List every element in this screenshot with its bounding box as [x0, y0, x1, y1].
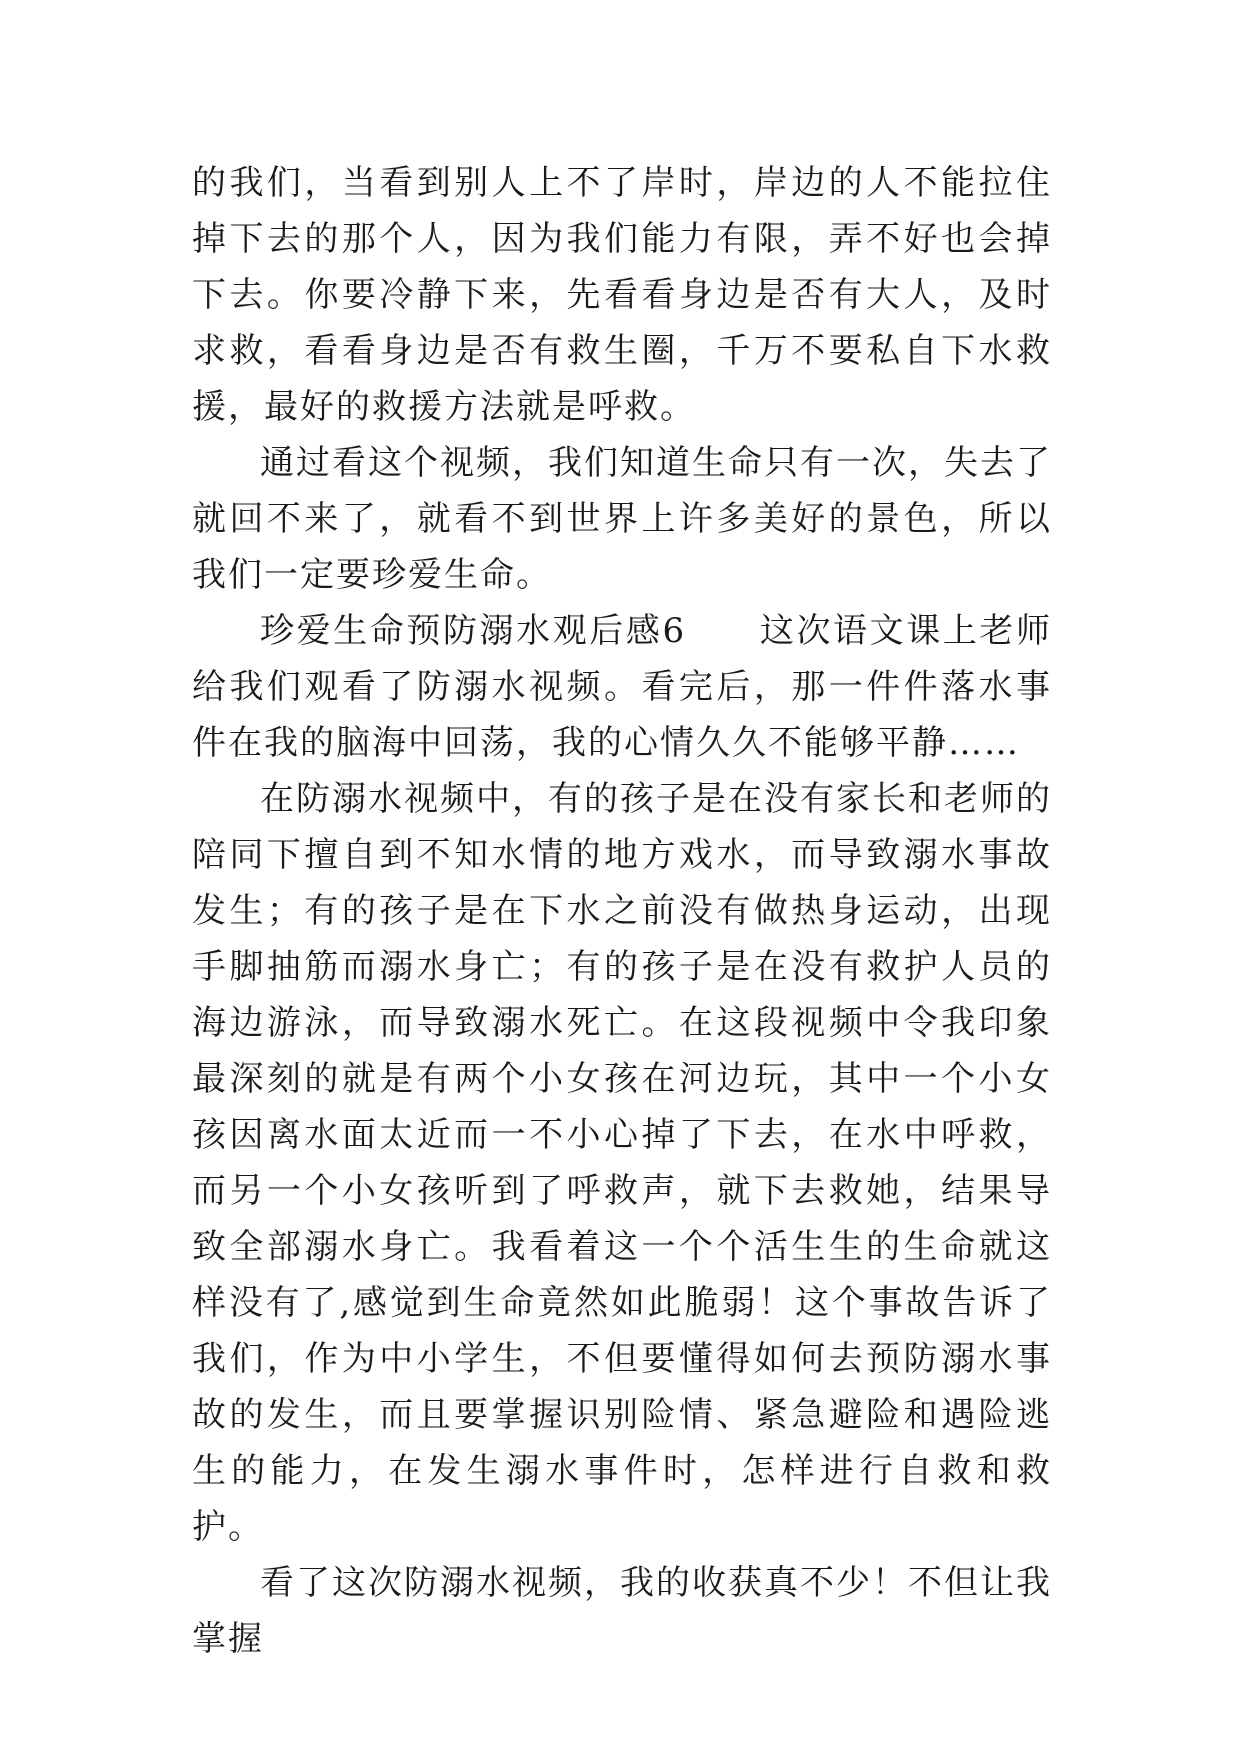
paragraph-video-cases: 在防溺水视频中，有的孩子是在没有家长和老师的陪同下擅自到不知水情的地方戏水，而导致溺水事故发生；有的孩子是在下水之前没有做热身运动，出现手脚抽筋而溺水身亡；有的孩子是在没有救护人员的海边游泳，而导致溺水死亡。在这段视频中令我印象最深刻的就是有两个小女孩在河边玩，其中一个小女孩因离水面太近而一不小心掉了下去，在水中呼救，而另一个小女孩听到了呼救声，就下去救她，结果导致全部溺水身亡。我看着这一个个活生生的生命就这样没有了,感觉到生命竟然如此脆弱！这个事故告诉了我们，作为中小学生，不但要懂得如何去预防溺水事故的发生，而且要掌握识别险情、紧急避险和遇险逃生的能力，在发生溺水事件时，怎样进行自救和救护。 — [192, 779, 1052, 1547]
body-text — [192, 155, 1052, 1667]
paragraph-cherish-life: 通过看这个视频，我们知道生命只有一次，失去了就回不来了，就看不到世界上许多美好的景色，所以我们一定要珍爱生命。 — [192, 443, 1052, 595]
paragraph-essay-6-intro: 珍爱生命预防溺水观后感6 这次语文课上老师给我们观看了防溺水视频。看完后，那一件件落水事件在我的脑海中回荡，我的心情久久不能够平静…… — [192, 611, 1052, 763]
paragraph-continuation: 的我们，当看到别人上不了岸时，岸边的人不能拉住掉下去的那个人，因为我们能力有限，弄不好也会掉下去。你要冷静下来，先看看身边是否有大人，及时求救，看看身边是否有救生圈，千万不要私自下水救援，最好的救援方法就是呼救。 — [192, 163, 1052, 427]
paragraph-gains: 看了这次防溺水视频，我的收获真不少！不但让我掌握 — [192, 1563, 1052, 1659]
